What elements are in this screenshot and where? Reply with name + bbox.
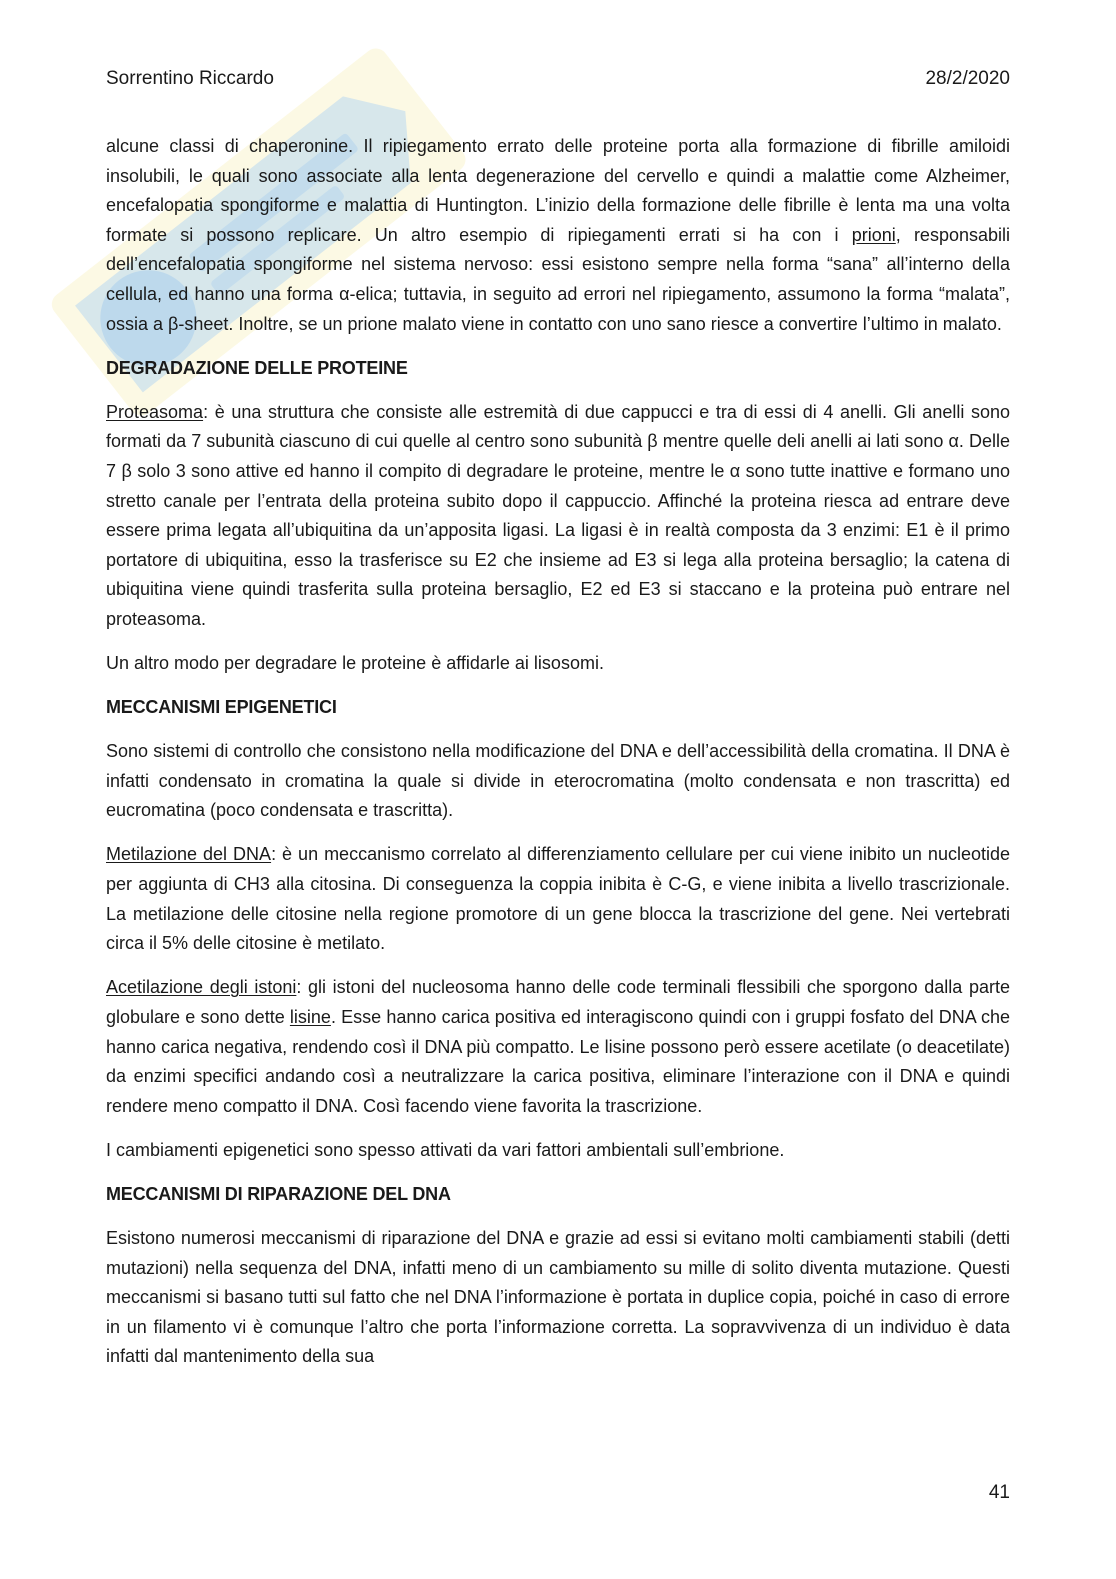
term-metilazione: Metilazione del DNA (106, 844, 272, 865)
paragraph-lisosomi: Un altro modo per degradare le proteine è affidarle ai lisosomi. (106, 653, 604, 673)
paragraph-riparazione: Esistono numerosi meccanismi di riparazione del DNA e grazie ad essi si evitano molti cambiamenti stabili (detti mutazioni) nella sequenza del DNA, infatti meno di un cambiamento su mille di solito diventa mutazione. Questi meccanismi si basano tutti sul fatto che nel DNA l’informazione è portata in duplice copia, poiché in caso di errore in un filamento vi è comunque l’altro che porta l’informazione corretta. La sopravvivenza di un individuo è data infatti dal mantenimento della sua (106, 1228, 1010, 1367)
heading-degradazione: DEGRADAZIONE DELLE PROTEINE (106, 357, 408, 378)
paragraph-acetilazione: Acetilazione degli istoni: gli istoni del nucleosoma hanno delle code terminali flessibili che sporgono dalla parte globulare e sono dette lisine. Esse hanno carica positiva ed interagiscono quindi con i gruppi fosfato del DNA che hanno carica negativa, rendendo così il DNA più compatto. Le lisine possono però essere acetilate (o deacetilate) da enzimi specifici andando così a neutralizzare la carica positiva, eliminare l’interazione con il DNA e quindi rendere meno compatto il DNA. Così facendo viene favorita la trascrizione. (106, 977, 1011, 1116)
document-date: 28/2/2020 (925, 68, 1010, 89)
heading-riparazione: MECCANISMI DI RIPARAZIONE DEL DNA (106, 1183, 451, 1204)
term-proteasoma: Proteasoma (106, 401, 204, 422)
term-acetilazione: Acetilazione degli istoni (106, 977, 297, 998)
term-lisine: lisine (289, 1006, 331, 1027)
author-name: Sorrentino Riccardo (106, 68, 274, 89)
paragraph-epigenetici-intro: Sono sistemi di controllo che consistono nella modificazione del DNA e dell’accessibilità della cromatina. Il DNA è infatti condensato in cromatina la quale si divide in eterocromatina (molto condensata e non trascritta) ed eucromatina (poco condensata e trascritta). (106, 741, 1010, 821)
paragraph-cambiamenti: I cambiamenti epigenetici sono spesso attivati da vari fattori ambientali sull’embrione. (106, 1139, 785, 1160)
heading-epigenetici: MECCANISMI EPIGENETICI (106, 697, 337, 718)
paragraph-proteasoma: Proteasoma: è una struttura che consiste alle estremità di due cappucci e tra di essi di 4 anelli. Gli anelli sono formati da 7 subunità ciascuno di cui quelle al centro sono subunità β mentre quelle deli anelli ai lati sono α. Delle 7 β solo 3 sono attive ed hanno il compito di degradare le proteine, mentre le α sono tutte inattive e formano uno stretto canale per l’entrata della proteina subito dopo il cappuccio. Affinché la proteina riesca ad entrare deve essere prima legata all’ubiquitina da un’apposita ligasi. La ligasi è in realtà composta da 3 enzimi: E1 è il primo portatore di ubiquitina, esso la trasferisce su E2 che insieme ad E3 si lega alla proteina bersaglio; la catena di ubiquitina viene quindi trasferita sulla proteina bersaglio, E2 ed E3 si staccano e la proteina può entrare nel proteasoma. (106, 401, 1010, 629)
term-prioni: prioni (851, 224, 896, 245)
page-header (106, 68, 1010, 94)
page-number: 41 (988, 1482, 1010, 1503)
paragraph-metilazione: Metilazione del DNA: è un meccanismo correlato al differenziamento cellulare per cui viene inibito un nucleotide per aggiunta di CH3 alla citosina. Di conseguenza la coppia inibita è C-G, e viene inibita a livello trascrizionale. La metilazione delle citosine nella regione promotore di un gene blocca la trascrizione del gene. Nei vertebrati circa il 5% delle citosine è metilato. (106, 844, 1011, 954)
document-body (106, 132, 1010, 1386)
paragraph-misfolding: alcune classi di chaperonine. Il ripiegamento errato delle proteine porta alla formazione di fibrille amiloidi insolubili, le quali sono associate alla lenta degenerazione del cervello e quindi a malattie come Alzheimer, encefalopatia spongiforme e malattia di Huntington. L’inizio della formazione delle fibrille è lenta ma una volta formate si possono replicare. Un altro esempio di ripiegamenti errati si ha con i prioni, responsabili dell’encefalopatia spongiforme nel sistema nervoso: essi esistono sempre nella forma “sana” all’interno della cellula, ed hanno una forma α-elica; tuttavia, in seguito ad errori nel ripiegamento, assumono la forma “malata”, ossia a β-sheet. Inoltre, se un prione malato viene in contatto con uno sano riesce a convertire l’ultimo in malato. (106, 136, 1010, 334)
